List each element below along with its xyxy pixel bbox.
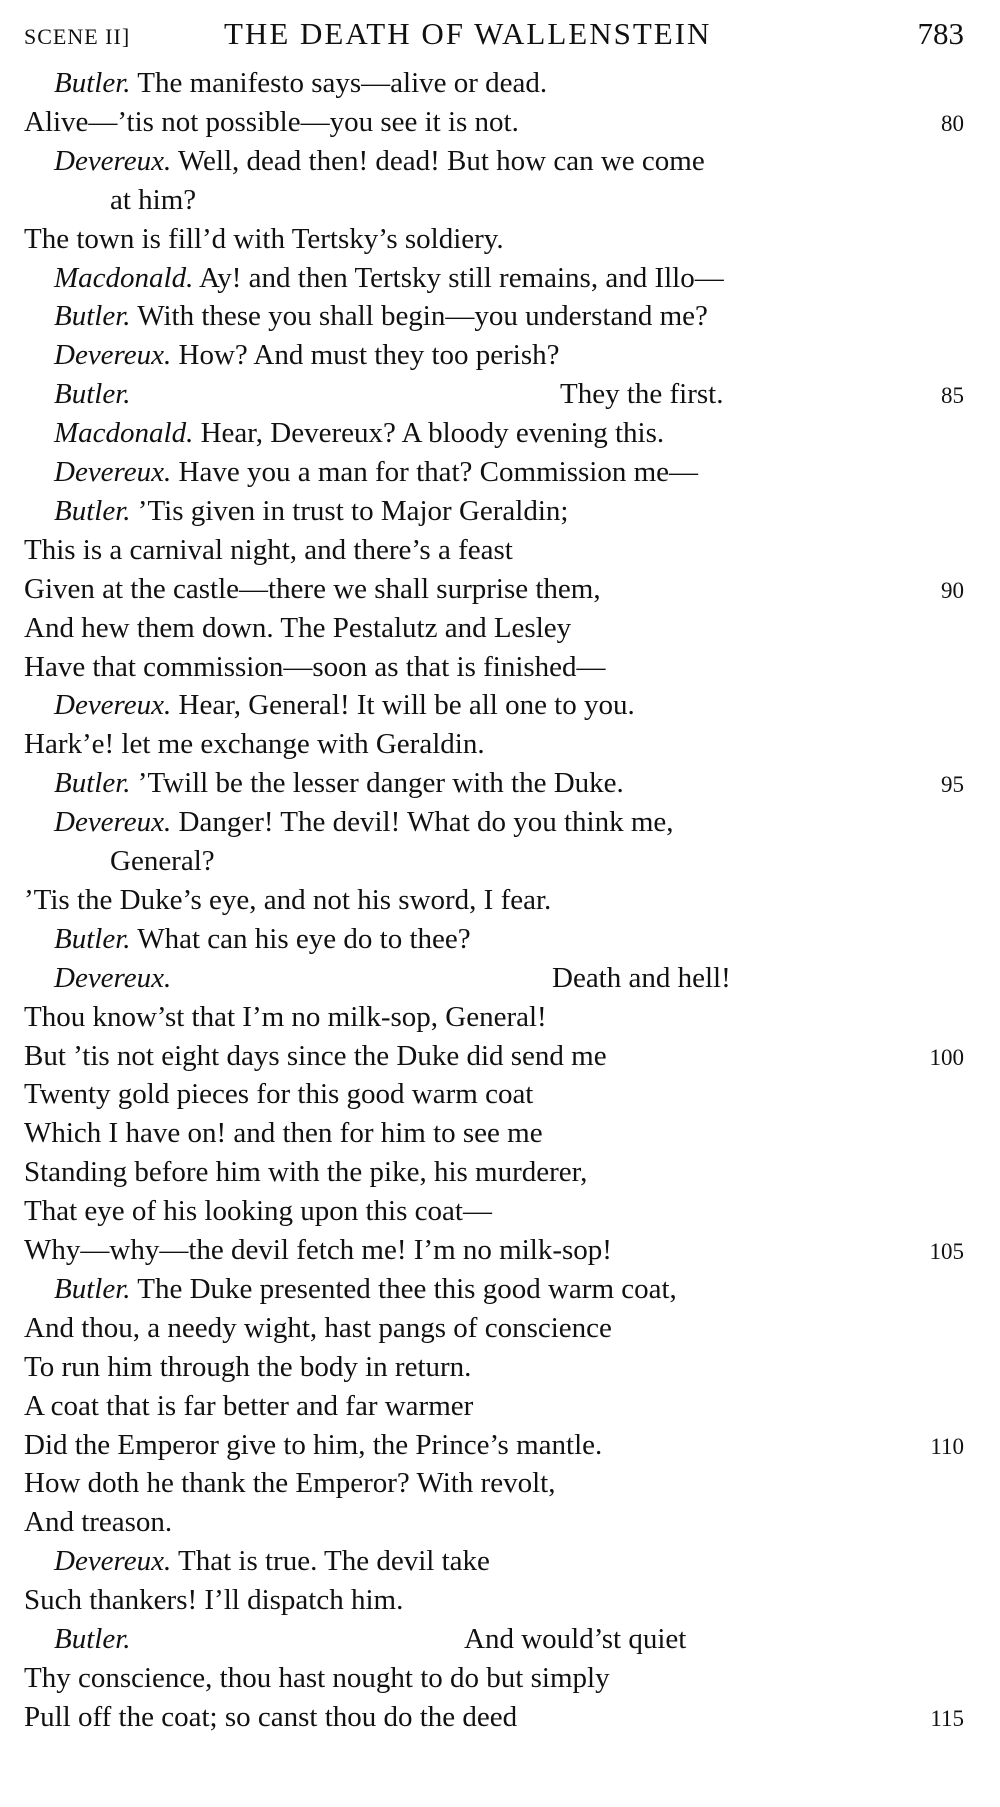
verse-text [24,881,551,919]
verse-text [54,297,708,335]
speaker-name: Butler. [54,1623,131,1655]
verse-text [24,1348,471,1386]
verse-text [24,648,606,686]
verse-text [110,842,215,880]
verse-words: ’Twill be the lesser danger with the Duke. [130,767,624,800]
verse-line [24,181,964,219]
verse-words: Such thankers! I’ll dispatch him. [24,1584,404,1617]
verse-text [24,1231,612,1269]
verse-line [24,764,964,802]
verse-line [24,64,964,102]
verse-line [24,492,964,530]
verse-line [24,531,964,569]
verse-line [24,842,964,880]
speaker-name: Butler. [54,494,131,527]
speaker-name: Devereux. [54,689,172,722]
verse-line [24,220,964,258]
line-number: 110 [930,1433,964,1459]
verse-text [24,1153,587,1191]
verse-text [54,64,547,102]
verse-words: How? And must they too perish? [171,339,560,372]
verse-words: Alive—’tis not possible—you see it is not. [24,105,519,138]
verse-line [24,414,964,452]
verse-text [24,1309,612,1347]
line-number: 115 [930,1705,964,1731]
verse-line [24,1270,964,1308]
verse-words: General? [110,845,215,877]
verse-text [24,1581,403,1619]
verse-line [24,1503,964,1541]
line-number: 85 [941,383,964,409]
verse-text [54,142,705,180]
verse-words: Did the Emperor give to him, the Prince’s mantle. [24,1428,603,1461]
verse-line [24,336,964,374]
verse-words: Hear, General! It will be all one to you. [171,689,635,722]
speaker-name: Macdonald. [54,261,194,294]
verse-text [24,570,601,608]
verse-text: Death and hell! [552,961,731,994]
line-number: 90 [941,577,964,603]
verse-line [24,1542,964,1580]
verse-words: And treason. [24,1506,173,1539]
verse-words: at him? [110,183,197,216]
verse-line [24,1426,964,1464]
verse-line [24,998,964,1036]
speaker-name: Butler. [54,300,131,333]
verse-text [54,336,560,374]
verse-text [24,998,547,1036]
verse-line [24,570,964,608]
verse-words: The town is fill’d with Tertsky’s soldiery. [24,222,504,255]
speaker-name: Butler. [54,1272,131,1305]
verse-words: The manifesto says—alive or dead. [130,67,548,99]
verse-words: Twenty gold pieces for this good warm coat [24,1078,534,1111]
verse-text [24,1698,517,1736]
verse-text [54,414,664,452]
verse-line [24,297,964,335]
verse-text [54,1270,677,1308]
verse-line [24,142,964,180]
line-number: 105 [929,1239,964,1264]
verse-line [24,1231,964,1269]
verse-words: With these you shall begin—you understand me? [130,300,708,333]
verse-line [24,1153,964,1191]
line-number: 80 [941,110,964,136]
verse-words: Have you a man for that? Commission me— [171,456,698,488]
verse-words: Which I have on! and then for him to see me [24,1117,543,1150]
verse-words: Well, dead then! dead! But how can we come [171,144,705,177]
verse-text [24,609,571,647]
verse-words: Pull off the coat; so canst thou do the deed [24,1700,518,1733]
speaker-name: Devereux. [54,1545,172,1578]
verse-text [54,686,635,724]
verse-line [24,1348,964,1386]
running-header [24,14,964,54]
verse-text [54,492,568,530]
verse-text [54,1620,131,1658]
verse-words: Danger! The devil! What do you think me, [171,806,674,839]
verse-words: The Duke presented thee this good warm coat, [130,1272,677,1305]
verse-words: Why—why—the devil fetch me! I’m no milk-sop! [24,1234,612,1266]
verse-text [54,920,471,958]
verse-text [24,531,513,569]
verse-line [24,1698,964,1736]
verse-words: Hear, Devereux? A bloody evening this. [193,417,665,450]
speaker-name: Macdonald. [54,417,194,450]
verse-text [24,1503,172,1541]
verse-text [24,1114,543,1152]
speaker-name: Devereux. [54,806,172,839]
verse-text [110,181,196,219]
verse-text [24,103,519,141]
speaker-name: Butler. [54,767,131,800]
verse-line [24,453,964,491]
line-number: 100 [929,1044,964,1070]
verse-line [24,1309,964,1347]
verse-words: But ’tis not eight days since the Duke did send me [24,1039,607,1072]
verse-text [24,1659,610,1697]
verse-words: This is a carnival night, and there’s a feast [24,533,513,566]
verse-line [24,1464,964,1502]
verse-words: That is true. The devil take [171,1545,490,1578]
verse-words: And thou, a needy wight, hast pangs of conscience [24,1311,612,1344]
verse-line [24,648,964,686]
speaker-name: Devereux. [54,339,172,372]
line-number: 95 [941,772,964,798]
verse-text [24,1037,607,1075]
verse-words: And hew them down. The Pestalutz and Lesley [24,611,572,644]
verse-line [24,1192,964,1230]
verse-text [54,959,171,997]
verse-words: Ay! and then Tertsky still remains, and Illo— [193,261,724,294]
verse-line [24,1387,964,1425]
verse-line [24,959,964,997]
speaker-name: Devereux. [54,144,172,177]
verse-words: ’Tis the Duke’s eye, and not his sword, I fear. [24,883,552,916]
verse-words: Have that commission—soon as that is finished— [24,650,606,683]
verse-words: A coat that is far better and far warmer [24,1389,474,1422]
verse-text: And would’st quiet [464,1623,687,1655]
speaker-name: Butler. [54,67,131,99]
speaker-name: Devereux. [54,961,172,994]
scene-label: SCENE II] [24,24,131,49]
verse-text [24,1192,492,1230]
verse-line [24,1037,964,1075]
verse-words: How doth he thank the Emperor? With revolt, [24,1467,556,1500]
verse-words: ’Tis given in trust to Major Geraldin; [130,494,569,527]
verse-line [24,609,964,647]
verse-line [24,1659,964,1697]
verse-text [24,1387,473,1425]
verse-text [24,1075,533,1113]
verse-line [24,920,964,958]
verse-line [24,803,964,841]
verse-words: That eye of his looking upon this coat— [24,1195,492,1228]
verse-words: What can his eye do to thee? [130,922,471,955]
verse-line [24,1581,964,1619]
verse-words: Standing before him with the pike, his murderer, [24,1156,588,1189]
verse-line [24,1114,964,1152]
verse-text: They the first. [560,378,724,411]
speaker-name: Butler. [54,922,131,955]
verse-line [24,1075,964,1113]
verse-text [24,220,504,258]
verse-words: Hark’e! let me exchange with Geraldin. [24,728,485,761]
verse-text [54,803,674,841]
verse-text [54,453,698,491]
verse-line [24,375,964,413]
verse-text [54,259,724,297]
verse-line [24,686,964,724]
running-title: THE DEATH OF WALLENSTEIN [224,16,712,51]
verse-line [24,103,964,141]
speaker-name: Butler. [54,378,131,411]
verse-text [24,725,485,763]
verse-line [24,1620,964,1658]
verse-words: Given at the castle—there we shall surprise them, [24,572,601,605]
verse-line [24,259,964,297]
verse-line [24,725,964,763]
verse-text [24,1426,602,1464]
verse-words: Thy conscience, thou hast nought to do but simply [24,1661,610,1694]
verse-text [24,1464,555,1502]
verse-words: To run him through the body in return. [24,1350,472,1383]
verse-line [24,881,964,919]
verse-text [54,1542,490,1580]
verse-text [54,375,131,413]
verse-text [54,764,624,802]
page-number: 783 [917,16,964,51]
speaker-name: Devereux. [54,456,172,488]
verse-words: Thou know’st that I’m no milk-sop, General! [24,1000,547,1033]
